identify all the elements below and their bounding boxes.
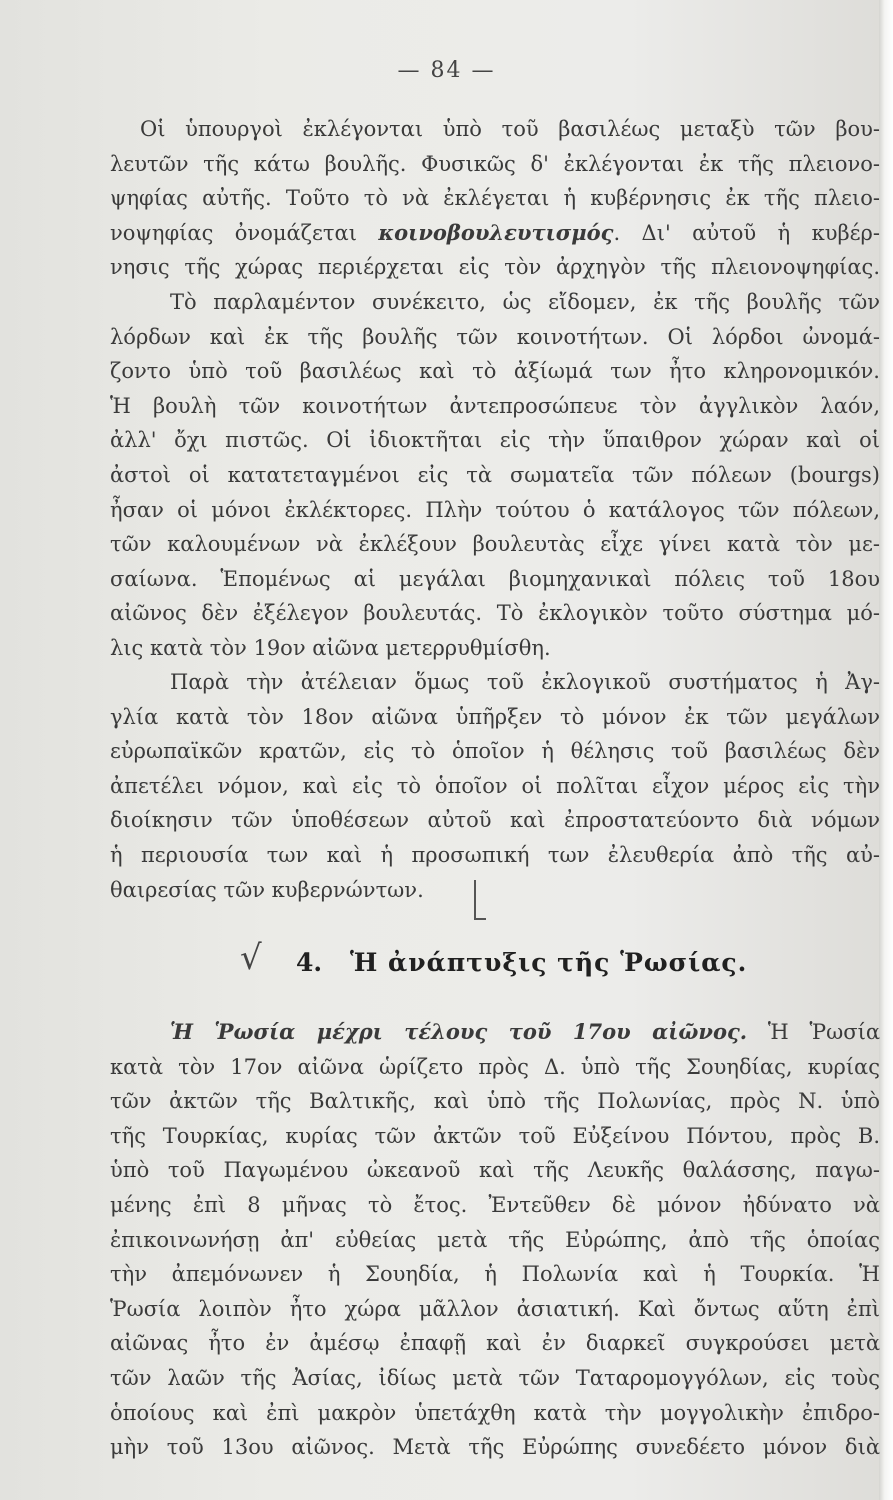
text-line: [110, 216, 880, 251]
text-line: τῶν ἀκτῶν τῆς Βαλτικῆς, καὶ ὑπὸ τῆς Πολωνίας, πρὸς Ν. ὑπὸ: [110, 1089, 880, 1114]
text-line: ψηφίας αὐτῆς. Τοῦτο τὸ νὰ ἐκλέγεται ἡ κυβέρνησις ἐκ τῆς πλειο-: [110, 186, 880, 211]
text-line: κατὰ τὸν 17ον αἰῶνα ὡρίζετο πρὸς Δ. ὑπὸ τῆς Σουηδίας, κυρίας: [110, 1054, 880, 1079]
text-span: . Δι' αὐτοῦ ἡ κυβέρ-: [613, 220, 880, 245]
text-line: τῶν λαῶν τῆς Ἀσίας, ἰδίως μετὰ τῶν Ταταρομογγόλων, εἰς τοὺς: [110, 1365, 880, 1390]
emphasized-term: κοινοβουλευτισμός: [378, 219, 614, 245]
paragraph-parliament: [110, 285, 880, 666]
paragraph-england: [110, 665, 880, 907]
text-line: Παρὰ τὴν ἀτέλειαν ὅμως τοῦ ἐκλογικοῦ συστήματος ἡ Ἀγ-: [170, 670, 880, 694]
text-line: αἰῶνας ἦτο ἐν ἀμέσῳ ἐπαφῇ καὶ ἐν διαρκεῖ συγκρούσει μετὰ: [110, 1331, 880, 1356]
text-line: λευτῶν τῆς κάτω βουλῆς. Φυσικῶς δ' ἐκλέγονται ἐκ τῆς πλειονο-: [110, 151, 880, 176]
text-span: νοψηφίας ὀνομάζεται: [110, 220, 379, 245]
text-line: μὴν τοῦ 13ου αἰῶνος. Μετὰ τῆς Εὐρώπης συνεδέετο μόνον διὰ: [110, 1435, 880, 1460]
text-line: Οἱ ὑπουργοὶ ἐκλέγονται ὑπὸ τοῦ βασιλέως μεταξὺ τῶν βου-: [140, 117, 880, 141]
section-title: Ἡ ἀνάπτυξις τῆς Ῥωσίας.: [350, 948, 748, 977]
text-line: τὴν ἀπεμόνωνεν ἡ Σουηδία, ἡ Πολωνία καὶ ἡ Τουρκία. Ἡ: [110, 1262, 880, 1287]
text-line: [110, 1015, 880, 1050]
text-line: μένης ἐπὶ 8 μῆνας τὸ ἔτος. Ἐντεῦθεν δὲ μόνον ἠδύνατο νὰ: [110, 1192, 880, 1217]
handwritten-check-mark: √: [240, 938, 262, 978]
page-edge: [879, 0, 893, 1500]
text-line: ἡ περιουσία των καὶ ἡ προσωπική των ἐλευθερία ἀπὸ τῆς αὐ-: [110, 842, 880, 867]
page-number: — 84 —: [397, 58, 496, 83]
text-line: Τὸ παρλαμέντον συνέκειτο, ὡς εἴδομεν, ἐκ τῆς βουλῆς τῶν: [170, 290, 880, 314]
text-line: ἐπικοινωνήσῃ ἀπ' εὐθείας μετὰ τῆς Εὐρώπης, ἀπὸ τῆς ὁποίας: [110, 1227, 880, 1252]
paragraph-russia: [110, 1015, 880, 1465]
text-line: ζοντο ὑπὸ τοῦ βασιλέως καὶ τὸ ἀξίωμά των ἦτο κληρονομικόν.: [110, 359, 880, 384]
text-line: Ῥωσία λοιπὸν ἦτο χώρα μᾶλλον ἀσιατική. Καὶ ὄντως αὕτη ἐπὶ: [110, 1296, 880, 1321]
text-line: ἀπετέλει νόμον, καὶ εἰς τὸ ὁποῖον οἱ πολῖται εἶχον μέρος εἰς τὴν: [110, 773, 880, 798]
text-line: ἀστοὶ οἱ κατατεταγμένοι εἰς τὰ σωματεῖα τῶν πόλεων (bourgs): [110, 462, 880, 487]
text-line: τῶν καλουμένων νὰ ἐκλέξουν βουλευτὰς εἶχε γίνει κατὰ τὸν με-: [110, 532, 880, 557]
text-line: εὐρωπαϊκῶν κρατῶν, εἰς τὸ ὁποῖον ἡ θέλησις τοῦ βασιλέως δὲν: [110, 739, 880, 764]
subsection-title: Ἡ Ῥωσία μέχρι τέλους τοῦ 17ου αἰῶνος.: [170, 1019, 748, 1044]
text-line: τῆς Τουρκίας, κυρίας τῶν ἀκτῶν τοῦ Εὐξείνου Πόντου, πρὸς Β.: [110, 1123, 880, 1148]
text-line: λόρδων καὶ ἐκ τῆς βουλῆς τῶν κοινοτήτων. Οἱ λόρδοι ὠνομά-: [110, 324, 880, 349]
text-line: νησις τῆς χώρας περιέρχεται εἰς τὸν ἀρχηγὸν τῆς πλειονοψηφίας.: [110, 255, 880, 280]
paragraph-ministers: [110, 112, 880, 285]
text-line: διοίκησιν τῶν ὑποθέσεων αὐτοῦ καὶ ἐπροστατεύοντο διὰ νόμων: [110, 808, 880, 833]
text-line: σαίωνα. Ἑπομένως αἱ μεγάλαι βιομηχανικαὶ πόλεις τοῦ 18ου: [110, 566, 880, 591]
text-line: ἦσαν οἱ μόνοι ἐκλέκτορες. Πλὴν τούτου ὁ κατάλογος τῶν πόλεων,: [110, 497, 880, 522]
handwritten-bracket-mark: [474, 880, 486, 920]
section-number: 4.: [296, 948, 323, 977]
text-line: ὁποίους καὶ ἐπὶ μακρὸν ὑπετάχθη κατὰ τὴν μογγολικὴν ἐπιδρο-: [110, 1400, 880, 1425]
section-heading: [240, 938, 840, 986]
text-line: ἀλλ' ὄχι πιστῶς. Οἱ ἰδιοκτῆται εἰς τὴν ὕπαιθρον χώραν καὶ οἱ: [110, 428, 880, 453]
text-span: Ἡ Ῥωσία: [747, 1020, 880, 1044]
text-line: γλία κατὰ τὸν 18ον αἰῶνα ὑπῆρξεν τὸ μόνον ἐκ τῶν μεγάλων: [110, 704, 880, 729]
text-line: ὑπὸ τοῦ Παγωμένου ὠκεανοῦ καὶ τῆς Λευκῆς θαλάσσης, παγω-: [110, 1158, 880, 1183]
text-line: αἰῶνος δὲν ἐξέλεγον βουλευτάς. Τὸ ἐκλογικὸν τοῦτο σύστημα μό-: [110, 601, 880, 626]
text-line: Ἡ βουλὴ τῶν κοινοτήτων ἀντεπροσώπευε τὸν ἀγγλικὸν λαόν,: [110, 393, 880, 418]
text-line: θαιρεσίας τῶν κυβερνώντων.: [110, 877, 424, 902]
text-line: λις κατὰ τὸν 19ον αἰῶνα μετερρυθμίσθη.: [110, 635, 551, 660]
